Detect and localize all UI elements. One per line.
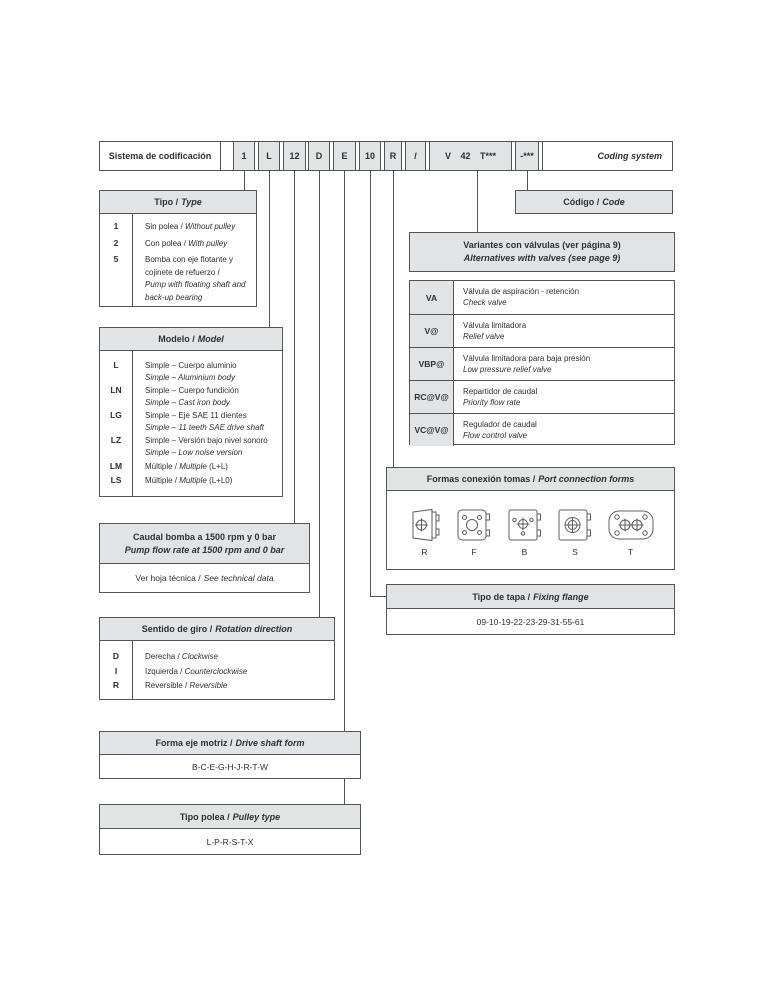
connector-tapa: [370, 171, 371, 596]
modelo-model-header: [100, 328, 282, 351]
code-cell-tomas: R: [384, 142, 402, 170]
drive-shaft-codes: B-C-E-G-H-J-R-T-W: [191, 761, 268, 772]
fixing-flange-box: [386, 584, 675, 635]
row-code: LN: [110, 385, 122, 395]
row-text: Simple – Cuerpo fundición Simple – Cast iron body: [145, 386, 239, 407]
fixing-flange-codes: 09-10-19-22-23-29-31-55-61: [476, 616, 585, 627]
row-text: Sin polea / Without pulley: [145, 222, 236, 231]
row-text: Con polea / With pulley: [145, 238, 228, 248]
table-row: [100, 666, 334, 678]
port-form-b: [505, 504, 545, 557]
table-row: [100, 385, 282, 408]
valve-text: Válvula limitadora para baja presión Low pressure relief valve: [463, 354, 591, 374]
row-text: Derecha / Clockwise: [145, 652, 218, 661]
row-text: Simple – Cuerpo aluminio Simple – Aluminium body: [145, 361, 237, 382]
port-form-s-icon: [555, 504, 595, 546]
valve-row: [410, 347, 674, 380]
valve-code: V@: [410, 315, 454, 347]
fixing-flange-title-en: Fixing flange: [533, 591, 589, 602]
drive-shaft-title-es: Forma eje motriz /: [155, 738, 233, 748]
table-row: [100, 238, 256, 251]
drive-shaft-form-box: [99, 731, 361, 779]
port-form-s: [555, 504, 595, 557]
port-form-f: [454, 504, 494, 557]
drive-shaft-header: [100, 732, 360, 755]
valve-variants-title-en: Alternatives with valves (see page 9): [463, 253, 621, 263]
tipo-title-es: Tipo /: [154, 197, 179, 207]
code-cell-giro: D: [308, 142, 330, 170]
row-code: 5: [113, 254, 119, 264]
port-forms-header: [387, 468, 674, 491]
code-cell-tipo: 1: [233, 142, 255, 170]
valve-code: VA: [410, 281, 454, 314]
valve-row: [410, 380, 674, 413]
flow-rate-title-es: Caudal bomba a 1500 rpm y 0 bar: [132, 531, 277, 542]
valve-row: [410, 314, 674, 347]
row-code: 1: [113, 221, 119, 231]
row-text: Múltiple / Multiple (L+L0): [145, 476, 233, 485]
valve-row: [410, 413, 674, 446]
row-text: Reversible / Reversible: [145, 681, 228, 690]
code-cell-caudal: 12: [283, 142, 306, 170]
table-row: [100, 221, 256, 234]
port-form-f-icon: [454, 504, 494, 546]
valve-text: Válvula de aspiración - retención Check valve: [463, 287, 580, 307]
table-row: [100, 475, 282, 487]
code-cell-eje: E: [333, 142, 356, 170]
pulley-type-codes: L-P-R-S-T-X: [206, 836, 254, 847]
table-row: [100, 410, 282, 433]
port-form-label: T: [627, 547, 634, 557]
table-row: [100, 461, 282, 473]
coding-system-title-en: Coding system: [542, 142, 672, 170]
tipo-type-box: [99, 190, 257, 307]
connector-valvulas: [477, 171, 478, 232]
valve-text: Válvula limitadora Relief valve: [463, 321, 527, 341]
row-code: LM: [109, 461, 123, 471]
code-cell-valvulas: V 42 T***: [429, 142, 512, 170]
table-row: [100, 360, 282, 383]
row-code: LG: [110, 410, 122, 420]
port-form-label: R: [421, 547, 428, 557]
row-code: R: [112, 680, 120, 690]
connector-tomas: [393, 171, 394, 467]
row-code: LZ: [110, 435, 122, 445]
connector-giro: [319, 171, 320, 617]
valve-variants-box: [409, 232, 675, 272]
table-row: [100, 435, 282, 458]
fixing-flange-header: [387, 585, 674, 609]
rotation-direction-body: [100, 641, 334, 699]
port-forms-figures: [387, 492, 674, 569]
port-forms-title-es: Formas conexión tomas /: [426, 474, 536, 484]
code-cell-modelo: L: [258, 142, 280, 170]
pulley-type-header: [100, 805, 360, 829]
valve-text: Regulador de caudal Flow control valve: [463, 420, 537, 440]
flow-rate-header: [100, 524, 309, 564]
valve-row: [410, 281, 674, 314]
tipo-type-header: [100, 191, 256, 214]
row-text: Simple – Versión bajo nivel sonoro Simple – Low noise version: [145, 436, 268, 457]
row-code: 2: [113, 237, 119, 248]
flow-rate-title-en: Pump flow rate at 1500 rpm and 0 bar: [124, 544, 285, 555]
connector-codigo: [527, 171, 528, 190]
row-code: L: [113, 360, 119, 370]
table-row: [100, 254, 256, 304]
rotation-direction-header: [100, 618, 334, 641]
connector-polea: [344, 779, 345, 804]
connector-caudal: [294, 171, 295, 523]
row-text: Bomba con eje flotante y cojinete de refuerzo / Pump with floating shaft and back-up bearing: [145, 255, 246, 302]
port-form-label: F: [471, 547, 477, 557]
flow-rate-body: Ver hoja técnica / See technical data: [135, 573, 274, 583]
port-form-r-icon: [406, 504, 444, 546]
valve-code: VBP@: [410, 348, 454, 380]
modelo-model-box: [99, 327, 283, 497]
row-code: LS: [110, 475, 122, 485]
code-title-es: Código /: [563, 197, 600, 207]
pulley-title-es: Tipo polea /: [179, 811, 230, 822]
valve-code: RC@V@: [410, 381, 454, 413]
pulley-type-box: [99, 804, 361, 855]
code-cell-codigo: -***: [515, 142, 539, 170]
code-cell-tapa: 10: [359, 142, 381, 170]
row-code: D: [112, 651, 120, 661]
fixing-flange-title-es: Tipo de tapa /: [472, 591, 531, 602]
connector-tipo: [244, 171, 245, 190]
coding-system-header: [99, 141, 673, 171]
row-code: I: [114, 665, 118, 676]
rotation-title-es: Sentido de giro /: [141, 624, 213, 634]
connector-modelo: [269, 171, 270, 327]
modelo-title-en: Model: [197, 334, 224, 344]
tipo-title-en: Type: [181, 197, 202, 207]
valve-code: VC@V@: [410, 414, 454, 446]
coding-system-title-es: Sistema de codificación: [100, 142, 221, 170]
valve-text: Repartidor de caudal Priority flow rate: [463, 387, 538, 407]
drive-shaft-title-en: Drive shaft form: [235, 738, 305, 748]
pulley-title-en: Pulley type: [232, 811, 281, 822]
modelo-model-body: [100, 351, 282, 496]
table-row: [100, 680, 334, 692]
port-forms-title-en: Port connection forms: [538, 474, 635, 484]
port-form-t-icon: [606, 504, 656, 546]
port-form-b-icon: [505, 504, 545, 546]
port-form-t: [606, 504, 656, 557]
port-connection-forms-box: [386, 467, 675, 570]
connector-tapa-elbow: [370, 596, 387, 597]
connector-eje: [344, 171, 345, 731]
modelo-title-es: Modelo /: [158, 334, 195, 344]
row-text: Simple – Eje SAE 11 dientes Simple – 11 teeth SAE drive shaft: [145, 411, 265, 432]
rotation-direction-box: [99, 617, 335, 700]
rotation-title-en: Rotation direction: [215, 624, 293, 634]
code-title-en: Code: [602, 197, 625, 207]
port-form-label: S: [572, 547, 578, 557]
table-row: [100, 651, 334, 663]
port-form-label: B: [521, 547, 528, 557]
valve-variants-title-es: Variantes con válvulas (ver página 9): [463, 240, 621, 250]
valve-table: [409, 280, 675, 445]
port-form-r: [406, 504, 444, 557]
row-text: Izquierda / Counterclockwise: [145, 666, 248, 676]
code-cell-slash: /: [405, 142, 426, 170]
flow-rate-box: [99, 523, 310, 593]
code-box: [515, 190, 673, 214]
tipo-type-body: [100, 214, 256, 306]
row-text: Múltiple / Multiple (L+L): [145, 462, 228, 471]
